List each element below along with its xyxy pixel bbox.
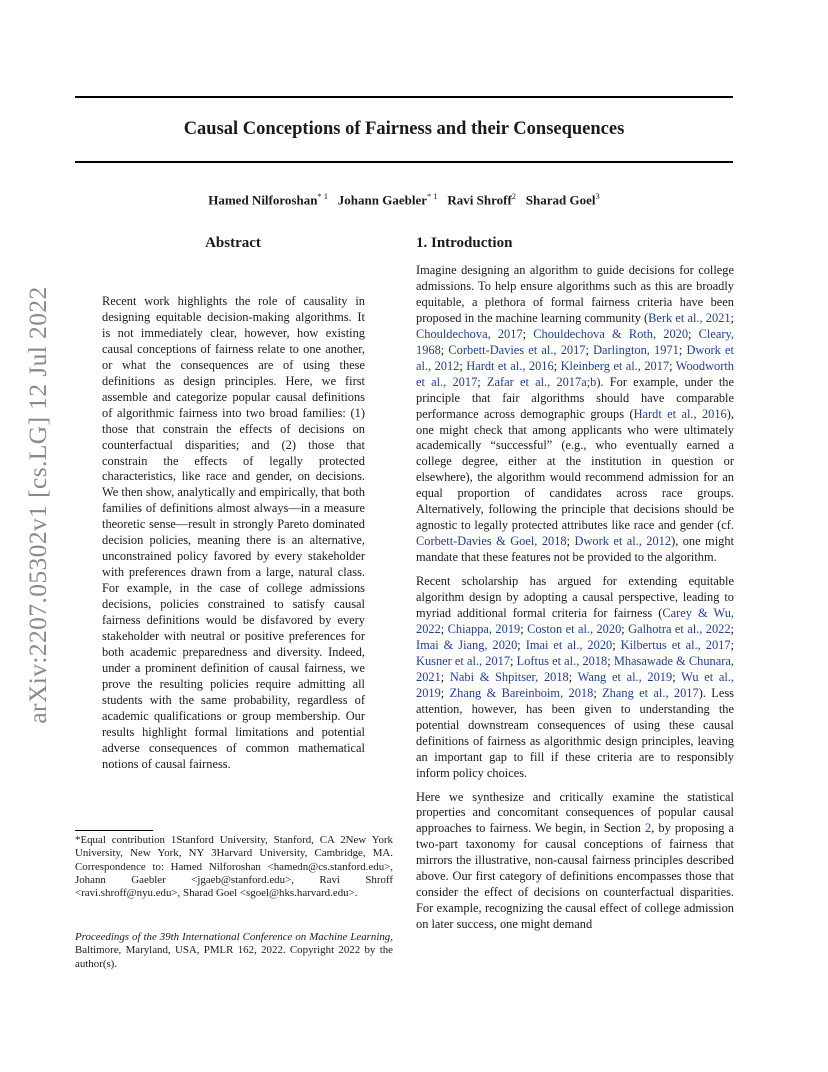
abstract-heading: Abstract <box>205 235 261 251</box>
footnote-rule <box>75 830 153 831</box>
paper-title: Causal Conceptions of Fairness and their Consequences <box>183 119 625 139</box>
citation-link[interactable]: Imai & Jiang, 2020 <box>416 637 518 652</box>
citation-link[interactable]: Zhang & Bareinboim, 2018 <box>449 685 594 700</box>
citation-link[interactable]: Zafar et al., 2017a;b <box>486 374 597 389</box>
introduction-body <box>416 263 734 941</box>
citation-link[interactable]: Hardt et al., 2016 <box>633 406 727 421</box>
intro-paragraph: Here we synthesize and critically examine the statistical properties and concomitant consequences of popular causal approaches to fairness. We begin, in Section 2, by proposing a two-part taxonomy for causal conceptions of fairness that mirrors the illustrative, non-causal fairness principles described above. Our first category of definitions encompasses those that consider the effect of decisions on counterfactual disparities. For example, recognizing the causal effect of college admission on later success, one might demand <box>416 789 735 932</box>
author-marks: * 1 <box>317 191 329 201</box>
proceedings-note <box>75 931 393 971</box>
author-marks: * 1 <box>427 191 438 201</box>
citation-link[interactable]: Kusner et al., 2017 <box>416 653 511 668</box>
section-heading-introduction: 1. Introduction <box>416 235 513 251</box>
author-marks: 2 <box>511 191 517 201</box>
author-name: Ravi Shroff <box>447 192 512 208</box>
arxiv-id: arXiv:2207.05302v1 [cs.LG] 12 Jul 2022 <box>23 286 52 724</box>
citation-link[interactable]: Chouldechova & Roth, 2020 <box>533 326 689 341</box>
citation-link[interactable]: Berk et al., 2021 <box>648 310 731 325</box>
citation-link[interactable]: Wu et al., 2019 <box>416 669 734 700</box>
citation-link[interactable]: Coston et al., 2020 <box>527 621 622 636</box>
author-name: Sharad Goel <box>525 192 596 208</box>
citation-link[interactable]: Kleinberg et al., 2017 <box>560 358 670 373</box>
citation-link[interactable]: Corbett-Davies et al., 2017 <box>448 342 586 357</box>
abstract-body: Recent work highlights the role of causality in designing equitable decision-making algorithms. It is not immediately clear, however, how existing causal conceptions of fairness relate to one another, or what the consequences are of using these definitions as design principles. Here, we first assemble and categorize popular causal definitions of algorithmic fairness into two broad families: (1) those that constrain the effects of decisions on counterfactual disparities; and (2) those that constrain the effects of legally protected characteristics, like race and gender, on decisions. We then show, analytically and empirically, that both families of definitions almost always—in a measure theoretic sense—result in strongly Pareto dominated decision policies, meaning there is an alternative, unconstrained policy favored by every stakeholder with preferences drawn from a large, natural class. For example, in the case of college admissions decisions, policies constrained to satisfy causal fairness definitions would be disfavored by every stakeholder with neutral or positive preferences for both academic preparedness and diversity. Indeed, under a prominent definition of causal fairness, we prove the resulting policies require admitting all students with the same probability, regardless of academic qualifications or group membership. Our results highlight formal limitations and potential adverse consequences of common mathematical notions of causal fairness. <box>102 294 365 771</box>
affiliation-footnote: *Equal contribution 1Stanford University, Stanford, CA 2New York University, New York, NY 3Harvard University, Cambridge, MA. Correspondence to: Hamed Nilforoshan <hamedn@cs.stanford.edu>, Johann Gaebler <jgaeb@stanford.edu>, Ravi Shroff <ravi.shroff@nyu.edu>, Sharad Goel <sgoel@hks.harvard.edu>. <box>75 834 393 900</box>
citation-link[interactable]: Darlington, 1971 <box>593 342 679 357</box>
citation-link[interactable]: Chiappa, 2019 <box>447 621 521 636</box>
citation-link[interactable]: Hardt et al., 2016 <box>466 358 554 373</box>
citation-link[interactable]: Carey & Wu, 2022 <box>416 606 734 636</box>
citation-link[interactable]: Wang et al., 2019 <box>577 669 673 684</box>
top-rule <box>75 96 733 98</box>
title-bottom-rule <box>75 161 733 163</box>
citation-link[interactable]: 2 <box>645 821 652 836</box>
arxiv-stamp <box>18 286 58 724</box>
citation-link[interactable]: Cleary, 1968 <box>416 326 734 357</box>
citation-link[interactable]: Chouldechova, 2017 <box>416 326 523 341</box>
author-marks: 3 <box>595 191 600 201</box>
citation-link[interactable]: Nabi & Shpitser, 2018 <box>449 669 569 684</box>
citation-link[interactable]: Loftus et al., 2018 <box>516 653 608 668</box>
proceedings-venue: Proceedings of the 39th International Conference on Machine Learning <box>75 931 391 943</box>
proceedings-rest: , Baltimore, Maryland, USA, PMLR 162, 2022. Copyright 2022 by the author(s). <box>75 931 393 970</box>
author-name: Hamed Nilforoshan <box>208 192 318 208</box>
citation-link[interactable]: Dwork et al., 2012 <box>416 342 734 373</box>
citation-link[interactable]: Corbett-Davies & Goel, 2018 <box>416 534 567 549</box>
author-list <box>75 191 733 208</box>
citation-link[interactable]: Zhang et al., 2017 <box>602 685 699 700</box>
citation-link[interactable]: Galhotra et al., 2022 <box>628 621 731 636</box>
intro-paragraph: Recent scholarship has argued for extending equitable algorithm design by adopting a causal perspective, leading to myriad additional formal criteria for fairness (Carey & Wu, 2022; Chiappa, 2019; Coston et al., 2020; Galhotra et al., 2022; Imai & Jiang, 2020; Imai et al., 2020; Kilbertus et al., 2017; Kusner et al., 2017; Loftus et al., 2018; Mhasawade & Chunara, 2021; Nabi & Shpitser, 2018; Wang et al., 2019; Wu et al., 2019; Zhang & Bareinboim, 2018; Zhang et al., 2017). Less attention, however, has been given to understanding the potential downstream consequences of using these causal definitions of fairness as algorithmic design principles, leaving an important gap to fill if these criteria are to responsibly inform policy choices. <box>416 574 734 780</box>
citation-link[interactable]: Kilbertus et al., 2017 <box>620 637 731 652</box>
intro-paragraph: Imagine designing an algorithm to guide decisions for college admissions. To help ensure algorithms such as this are broadly equitable, a plethora of formal fairness criteria have been proposed in the machine learning community (Berk et al., 2021; Chouldechova, 2017; Chouldechova & Roth, 2020; Cleary, 1968; Corbett-Davies et al., 2017; Darlington, 1971; Dwork et al., 2012; Hardt et al., 2016; Kleinberg et al., 2017; Woodworth et al., 2017; Zafar et al., 2017a;b). For example, under the principle that fair algorithms should have comparable performance across demographic groups (Hardt et al., 2016), one might check that among applicants who were ultimately academically “successful” (e.g., who eventually earned a college degree, either at the institution in question or elsewhere), the algorithm would recommend admission for an equal proportion of candidates across race groups. Alternatively, following the principle that decisions should be agnostic to legally protected attributes like race and gender (cf. Corbett-Davies & Goel, 2018; Dwork et al., 2012), one might mandate that these features not be provided to the algorithm. <box>416 263 734 565</box>
citation-link[interactable]: Woodworth et al., 2017 <box>416 358 734 389</box>
citation-link[interactable]: Mhasawade & Chunara, 2021 <box>416 653 734 684</box>
citation-link[interactable]: Imai et al., 2020 <box>525 637 613 652</box>
author-name: Johann Gaebler <box>337 192 428 208</box>
citation-link[interactable]: Dwork et al., 2012 <box>574 534 672 549</box>
